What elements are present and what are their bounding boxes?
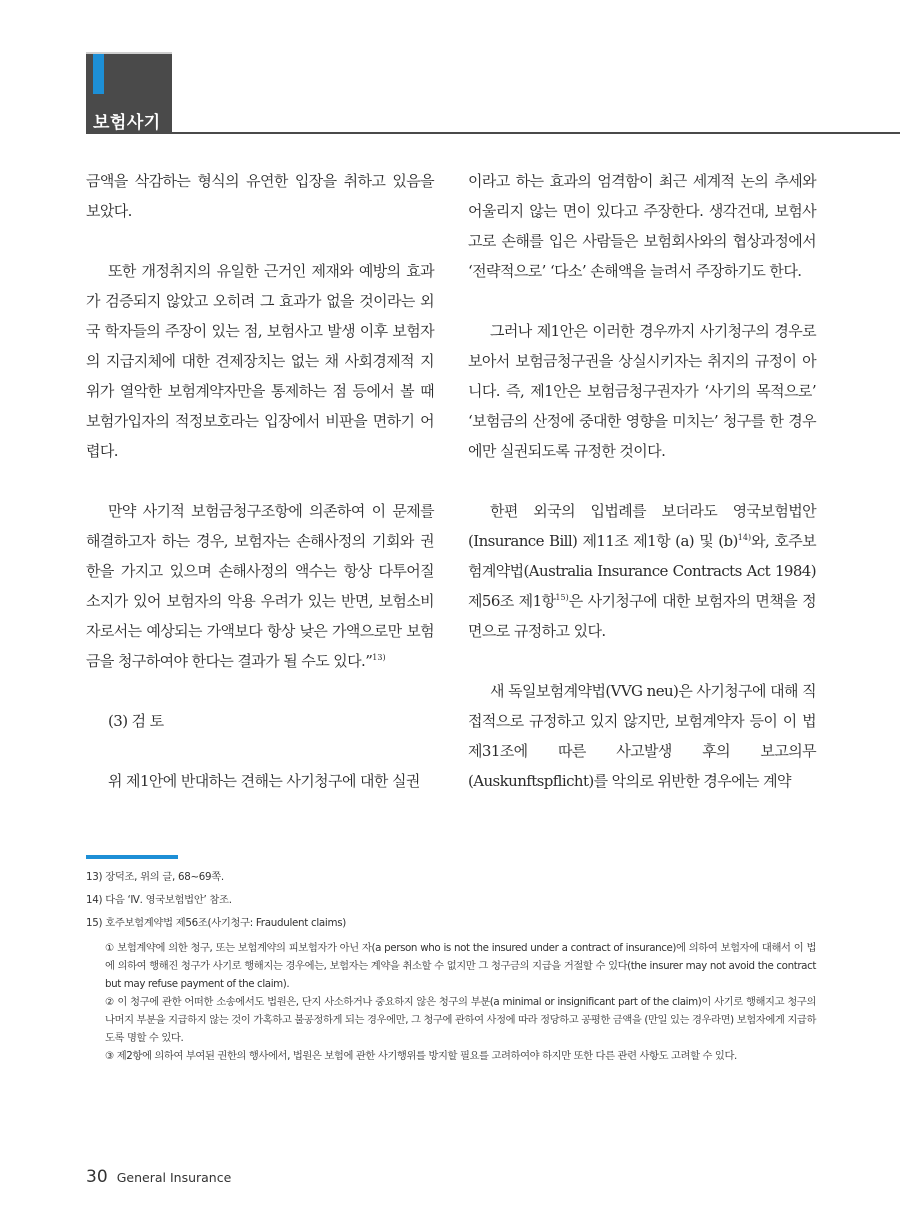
footnote-ref: 13) [372, 653, 386, 662]
paragraph: 금액을 삭감하는 형식의 유연한 입장을 취하고 있음을 보았다. [86, 172, 434, 220]
footnote: 14) 다음 ‘Ⅳ. 영국보험법안’ 참조. [86, 894, 232, 906]
paragraph: 새 독일보험계약법(VVG neu)은 사기청구에 대해 직접적으로 규정하고 있지 않지만, 보험계약자 등이 이 법 제31조에 따른 사고발생 후의 보고의무(Auskunftspflicht)를 악의로 위반한 경우에는 계약 [468, 682, 816, 790]
section-label: 보험사기 [93, 113, 161, 133]
left-column [86, 166, 434, 826]
paragraph-text: 와, 호주보험계약법(Australia Insurance Contracts Act 1984) 제56조 제1항 [468, 532, 816, 610]
footnote-subitem: ② 이 청구에 관한 어떠한 소송에서도 법원은, 단지 사소하거나 중요하지 않은 청구의 부분(a minimal or insignificant part of the claim)이 사기로 행해지고 청구의 나머지 부분을 지급하지 않는 것이 가혹하고 불공정하게 되는 경우에만, 그 청구에 관하여 사정에 따라 정당하고 공평한 금액을 (만일 있는 경우라면) 보험자에게 지급하도록 명할 수 있다. [105, 996, 816, 1044]
page-footer [86, 1167, 231, 1187]
paragraph-text: 한편 외국의 입법례를 보더라도 영국보험법안(Insurance Bill) 제11조 제1항 (a) 및 (b) [468, 502, 816, 550]
paragraph [86, 496, 434, 676]
footnote-subitem: ① 보험계약에 의한 청구, 또는 보험계약의 피보험자가 아닌 자(a person who is not the insured under a contract of insurance)에 의하여 보험자에 대해서 이 법에 의하여 행해진 청구가 사기로 행해지는 경우에는, 보험자는 계약을 취소할 수 없지만 그 청구금의 지급을 거절할 수 있다(the insurer may not avoid the contract but may refuse payment of the claim). [105, 942, 816, 990]
paragraph-text: 은 사기청구에 대한 보험자의 면책을 정면으로 규정하고 있다. [468, 592, 816, 640]
right-column [468, 166, 816, 826]
publication-name: General Insurance [116, 1170, 232, 1185]
footnotes [86, 870, 816, 1065]
paragraph: 그러나 제1안은 이러한 경우까지 사기청구의 경우로 보아서 보험금청구권을 상실시키자는 취지의 규정이 아니다. 즉, 제1안은 보험금청구권자가 ‘사기의 목적으로’ ‘보험금의 산정에 중대한 영향을 미치는’ 청구를 한 경우에만 실권되도록 규정한 것이다. [468, 322, 816, 460]
footnote: 15) 호주보험계약법 제56조(사기청구: Fraudulent claims) [86, 917, 346, 929]
footnote-ref: 15) [555, 593, 569, 602]
section-tab-accent-bar [93, 54, 104, 94]
page-number: 30 [86, 1167, 108, 1187]
footnote-subitem: ③ 제2항에 의하여 부여된 권한의 행사에서, 법원은 보험에 관한 사기행위를 방지할 필요를 고려하여야 하지만 또한 다른 관련 사항도 고려할 수 있다. [105, 1050, 737, 1062]
paragraph: 위 제1안에 반대하는 견해는 사기청구에 대한 실권 [108, 772, 420, 790]
footnote-ref: 14) [737, 533, 752, 542]
paragraph [468, 496, 816, 646]
paragraph: 또한 개정취지의 유일한 근거인 제재와 예방의 효과가 검증되지 않았고 오히려 그 효과가 없을 것이라는 외국 학자들의 주장이 있는 점, 보험사고 발생 이후 보험자의 지급지체에 대한 견제장치는 없는 채 사회경제적 지위가 열악한 보험계약자만을 통제하는 점 등에서 볼 때 보험가입자의 적정보호라는 입장에서 비판을 면하기 어렵다. [86, 262, 434, 460]
footnote-divider [86, 855, 178, 859]
section-heading: (3) 검 토 [108, 712, 164, 730]
header-rule [172, 132, 900, 134]
paragraph: 이라고 하는 효과의 엄격함이 최근 세계적 논의 추세와 어울리지 않는 면이 있다고 주장한다. 생각건대, 보험사고로 손해를 입은 사람들은 보험회사와의 협상과정에서 ‘전략적으로’ ‘다소’ 손해액을 늘려서 주장하기도 한다. [468, 172, 816, 280]
section-tab [86, 52, 172, 134]
paragraph-text: 만약 사기적 보험금청구조항에 의존하여 이 문제를 해결하고자 하는 경우, 보험자는 손해사정의 기회와 권한을 가지고 있으며 손해사정의 액수는 항상 다투어질 소지가 있어 보험자의 악용 우려가 있는 반면, 보험소비자로서는 예상되는 가액보다 항상 낮은 가액으로만 보험금을 청구하여야 한다는 결과가 될 수도 있다.” [86, 502, 434, 670]
footnote: 13) 장덕조, 위의 글, 68~69쪽. [86, 871, 224, 883]
